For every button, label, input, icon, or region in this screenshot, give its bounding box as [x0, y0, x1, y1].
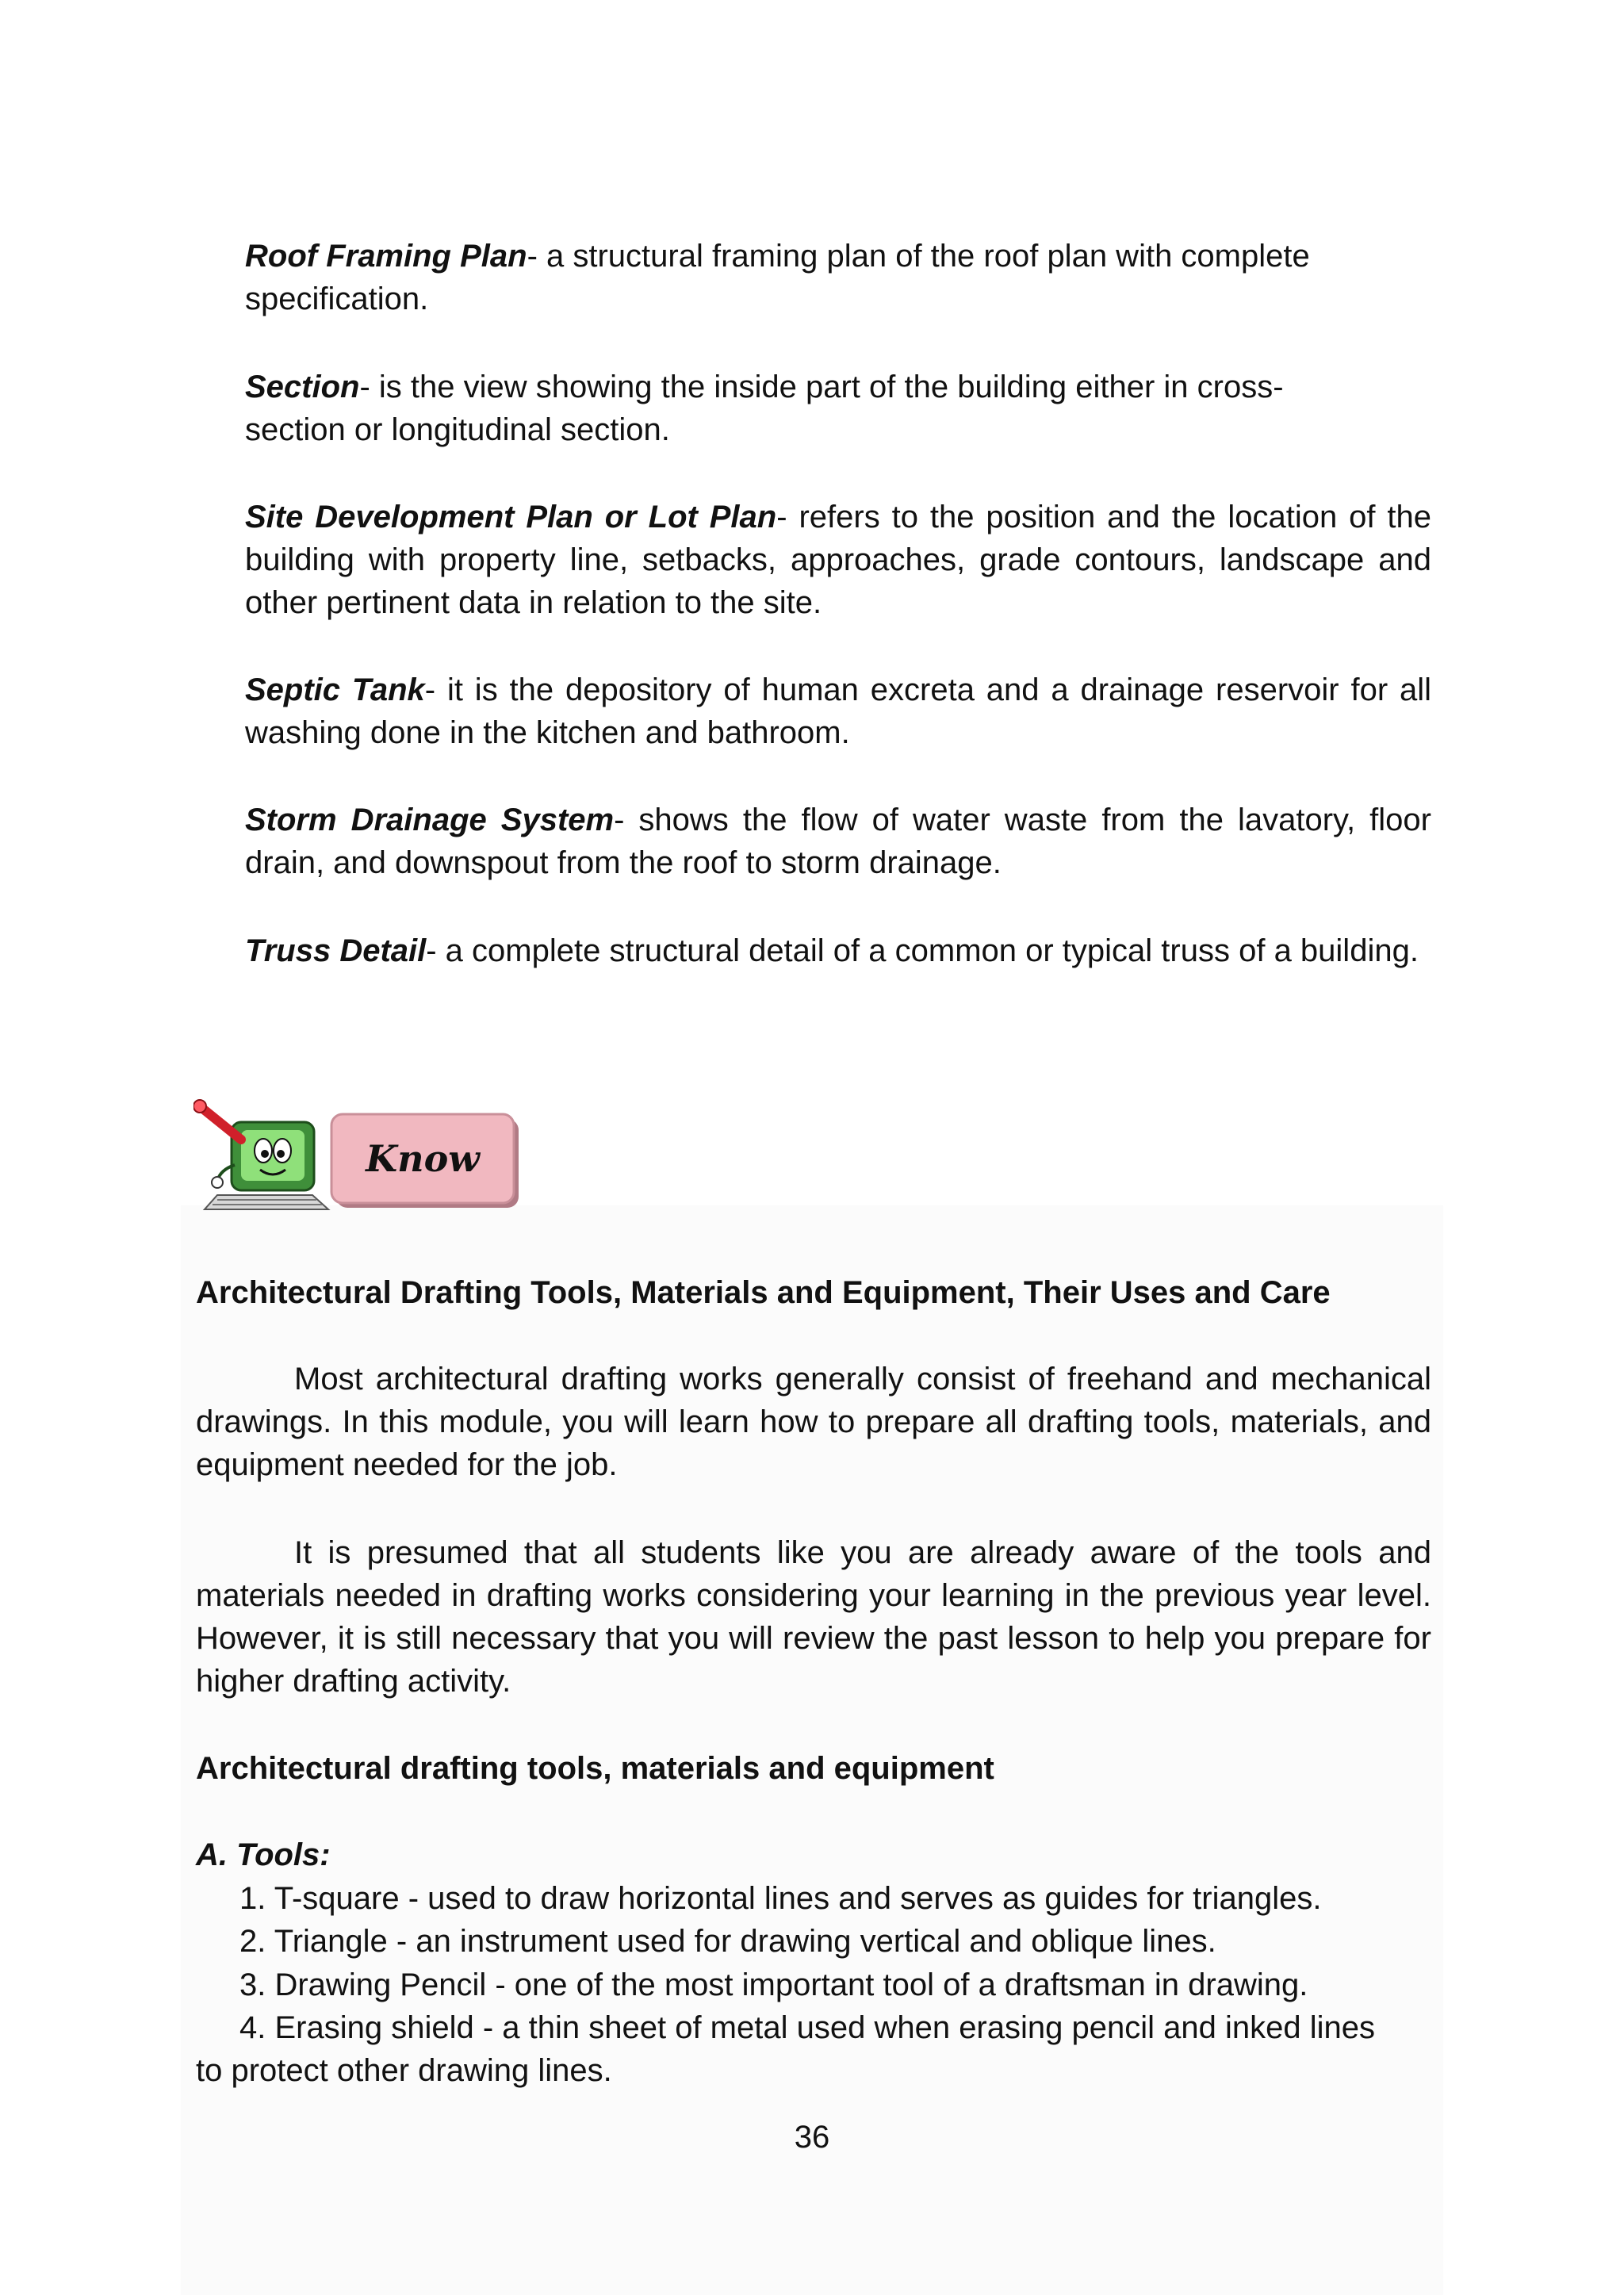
definition-term: Septic Tank [245, 672, 425, 707]
list-item: 1. T-square - used to draw horizontal lines and serves as guides for triangles. [239, 1881, 1322, 1916]
body-paragraph: Most architectural drafting works generally consist of freehand and mechanical drawings. In this module, you will learn how to prepare all drafting tools, materials, and equipment needed for the job. [196, 1362, 1431, 1482]
definition-site-development-plan [245, 496, 1431, 624]
definition-section [245, 366, 1371, 451]
definition-septic-tank [245, 669, 1431, 754]
section-heading: Architectural Drafting Tools, Materials and Equipment, Their Uses and Care [196, 1275, 1331, 1310]
definition-term: Roof Framing Plan [245, 239, 527, 274]
list-item: 3. Drawing Pencil - one of the most important tool of a draftsman in drawing. [239, 1967, 1308, 2002]
definition-text: - a complete structural detail of a common or typical truss of a building. [426, 933, 1419, 968]
pencil-icon [193, 1100, 241, 1140]
know-banner-illustration [193, 1098, 527, 1217]
definition-text: - refers to the position and the location of the building with property line, setbacks, approaches, grade contours, landscape and other pertinent data in relation to the site. [245, 500, 1431, 620]
subsection-heading: Architectural drafting tools, materials and equipment [196, 1751, 994, 1786]
definition-roof-framing-plan [245, 235, 1431, 320]
definition-text: - it is the depository of human excreta and a drainage reservoir for all washing done in the kitchen and bathroom. [245, 672, 1432, 750]
definition-text: - a structural framing plan of the roof plan with complete specification. [245, 239, 1310, 316]
definition-term: Truss Detail [245, 933, 427, 968]
definition-term: Site Development Plan or Lot Plan [245, 500, 777, 534]
list-item-continuation: to protect other drawing lines. [196, 2053, 612, 2088]
body-paragraph: It is presumed that all students like you are already aware of the tools and materials needed in drafting works considering your learning in the previous year level. However, it is still necessary that you will review the past lesson to help you prepare for higher drafting activity. [196, 1535, 1431, 1699]
page-number: 36 [794, 2120, 830, 2155]
definition-storm-drainage-system [245, 799, 1431, 884]
keyboard-icon [205, 1195, 328, 1209]
tools-title: A. Tools: [196, 1837, 331, 1872]
definition-term: Section [245, 370, 360, 404]
definition-text: - shows the flow of water waste from the lavatory, floor drain, and downspout from the roof to storm drainage. [245, 803, 1431, 880]
definition-text: - is the view showing the inside part of the building either in cross-section or longitudinal section. [245, 370, 1284, 447]
definition-term: Storm Drainage System [245, 803, 615, 837]
definition-truss-detail [245, 929, 1431, 972]
know-label-text: Know [366, 1137, 480, 1180]
list-item: 2. Triangle - an instrument used for drawing vertical and oblique lines. [239, 1924, 1216, 1959]
list-item: 4. Erasing shield - a thin sheet of metal used when erasing pencil and inked lines [239, 2010, 1375, 2045]
